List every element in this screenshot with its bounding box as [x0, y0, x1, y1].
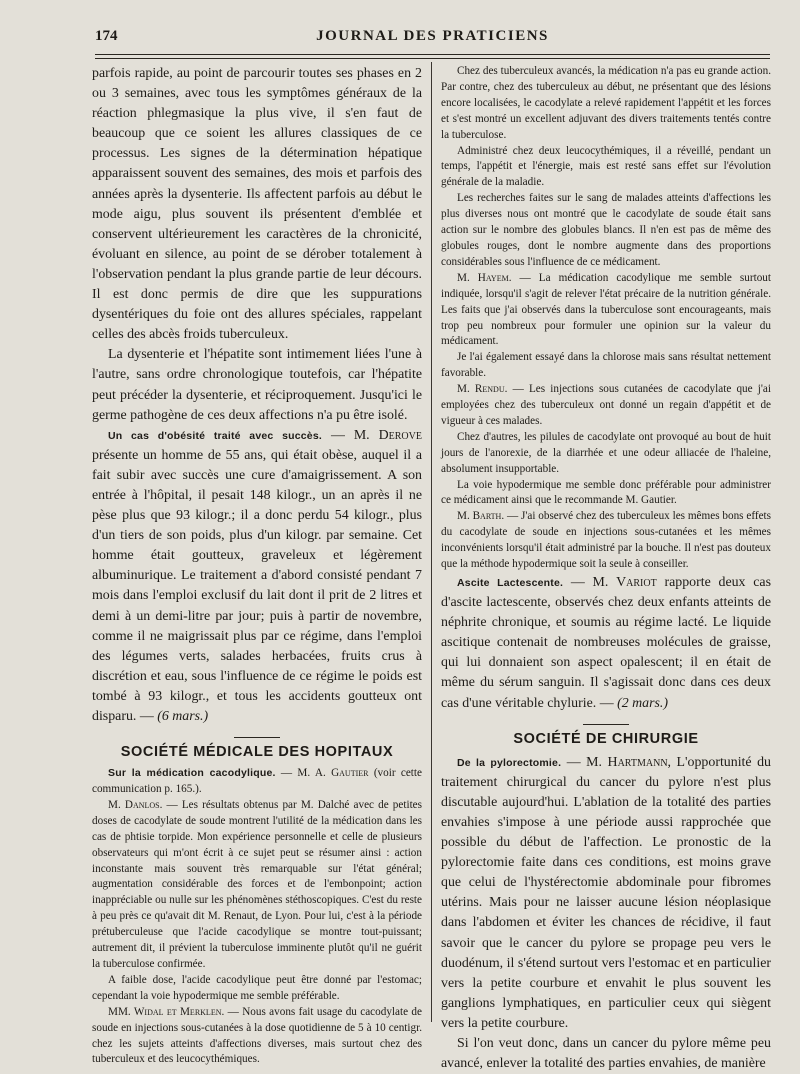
paragraph-obesity-case	[92, 426, 422, 727]
paragraph-pilules: Chez d'autres, les pilules de cacodylate ont provoqué au bout de huit jours de l'anorexie, de la diarrhée et une odeur alliacée de l'haleine, absolument insupportable.	[441, 430, 771, 475]
paragraph-dysentery-hepatitis: La dysenterie et l'hépatite sont intimement liées l'une à l'autre, sans ordre chronologique toutefois, car l'hépatite peut précéder la dysenterie, et réciproquement. Jusqu'ici le germe pathogène de ces deux affections n'a pu être isolé.	[92, 347, 422, 423]
rendu-text: — Les injections sous cutanées de cacodylate que j'ai employées chez des tuberculeux ont donné un regain d'appétit et de vigueur à ces malades.	[441, 383, 771, 427]
barth-text: — J'ai observé chez des tuberculeux les mêmes bons effets du cacodylate de soude en injections sous-cutanées et les mêmes inconvénients lorsqu'il était administré par la bouche. Il n'est pas douteux que la méthode hypodermique soit la seule à conseiller.	[441, 510, 771, 571]
danlos-text: — Les résultats obtenus par M. Dalché avec de petites doses de cacodylate de soude montrent l'utilité de la médication dans les cas de phtisie torpide. Mon expérience personnelle et celle de plusieurs observateurs qui m'ont écrit à ce sujet peut se résumer ainsi : action inconstante mais souvent très remarquable sur l'état général; augmentation considérable des forces et de l'embonpoint; action inappréciable ou nulle sur les phénomènes stéthoscopiques. C'est du reste à peu près ce qu'avait dit M. Renaut, de Lyon. Pour lui, c'est à la période prétuberculeuse que l'acide cacodylique se montre tout-puissant; autrement dit, il prévient la tuberculose imminente plutôt qu'il ne guérit la tuberculose confirmée.	[92, 798, 423, 970]
author-rendu: M. Rendu.	[457, 383, 508, 396]
rubric-ascite: Ascite Lactescente.	[457, 577, 564, 589]
author-variot: Variot	[616, 575, 657, 590]
rubric-cacodylic: Sur la médication cacodylique.	[108, 767, 276, 780]
right-column	[441, 64, 772, 1072]
ascite-text: rapporte deux cas d'ascite lactescente, observés chez deux enfants atteints de néphrite chronique, et soumis au régime lacté. Le liquide ascitique contenait de nombreuses molécules de graisse, qui lui donnaient son aspect opalescent; il en était de même du sérum sanguin. Il s'agissait donc dans ces deux cas d'une véritable chylurie. —	[441, 575, 771, 711]
paragraph-ascite	[441, 573, 771, 714]
header-rule	[95, 54, 770, 59]
author-hartmann: Hartmann	[607, 754, 668, 770]
paragraph-hepatic-signs: parfois rapide, au point de parcourir toutes ses phases en 2 ou 3 semaines, avec tous les symptômes généraux de la réaction phlegmasique la plus vive, il s'en faut de beaucoup que ce soient les allures classiques de ce processus. Les signes de la détermination hépatique apparaissent souvent des semaines, des mois et parfois des années après la dysenterie. Ils affectent parfois au début le mode aigu, plus souvent ils présentent d'emblée et conservent ultérieurement les caractères de la chronicité, évoluant en silence, au point de se dérober totalement à l'observation pendant la plus grande partie de leur décours. Il est donc permis de dire que les suppurations dysentériques du foie ont des allures spéciales, rappelant celles des abcès froids tuberculeux.	[92, 66, 422, 343]
column-divider	[431, 62, 432, 1022]
paragraph-cancer-pylore: Si l'on veut donc, dans un cancer du pylore même peu avancé, enlever la totalité des parties envahies, de manière	[441, 1035, 771, 1072]
dash: — M.	[563, 575, 617, 590]
section-separator	[234, 737, 280, 738]
date-6-mars: (6 mars.)	[157, 709, 209, 724]
section-title-societe-medicale: SOCIÉTÉ MÉDICALE DES HOPITAUX	[120, 744, 394, 761]
paragraph-tuberculeux-avances: Chez des tuberculeux avancés, la médication n'a pas eu grande action. Par contre, chez des tuberculeux au début, ne présentant que des lésions encore localisées, le cacodylate a relevé rapidement l'appétit et les forces et s'est montré un excellent adjuvant des divers traitements tentés contre la tuberculose.	[441, 65, 771, 141]
cacodylic-text: (voir cette communication p. 165.).	[92, 767, 422, 795]
paragraph-rendu	[441, 382, 771, 430]
dash: — M.	[322, 427, 379, 443]
dash: — M.	[561, 754, 608, 770]
page-header	[95, 28, 770, 54]
paragraph-danlos	[92, 798, 422, 973]
author-widal-merklen: MM. Widal et Merklen.	[108, 1005, 225, 1018]
left-column	[92, 64, 423, 1066]
author-danlos: M. Danlos.	[108, 798, 163, 811]
author-derove: Derove	[378, 427, 422, 443]
running-title: JOURNAL DES PRATICIENS	[316, 28, 549, 44]
pylorectomie-text: , L'opportunité du traitement chirurgical du cancer du pylore n'est plus discutable aujourd'hui. L'ablation de la totalité des parties envahies s'impose à une période aussi rapprochée que possible du début de l'affection. Le pronostic de la pylorectomie faite dans ces conditions, est moins grave que celui de l'hystérectomie abdominale pour fibromes utérins. Mais pour ne laisser aucune lésion néoplasique dans l'abdomen et éviter les chances de récidive, il faut savoir que le cancer du pylore se propage peu vers le duodénum, il s'étend surtout vers l'estomac et en particulier vers la petite courbure et envahit le plus souvent les ganglions lymphatiques, en particulier ceux qui siègent vers la petite courbure.	[441, 754, 772, 1031]
paragraph-cacodylic	[92, 766, 422, 798]
rubric-pylorectomie: De la pylorectomie.	[457, 756, 562, 769]
paragraph-faible-dose: A faible dose, l'acide cacodylique peut être donné par l'estomac; cependant la voie hypodermique me semble préférable.	[92, 973, 422, 1002]
page-number: 174	[95, 28, 118, 44]
paragraph-pylorectomie	[441, 753, 771, 1034]
paragraph-leucocythemiques: Administré chez deux leucocythémiques, il a réveillé, pendant un temps, l'appétit et l'énergie, mais est resté sans effet sur l'évolution générale de la maladie.	[441, 144, 771, 189]
author-hayem: M. Hayem.	[457, 271, 512, 284]
dash: — M. A.	[275, 767, 332, 780]
section-separator	[583, 724, 629, 725]
obesity-text: présente un homme de 55 ans, qui était obèse, auquel il a fait subir avec succès une cure d'amaigrissement. A son entrée à l'hôpital, il pesait 148 kilogr., un an après il ne pèse plus que 93 kilogr.; il a donc perdu 54 kilogr., plus d'un tiers de son poids, plus d'un kilogr. par semaine. Cet homme était goutteux, graveleux et légèrement albuminurique. Le traitement a d'abord consisté pendant 7 mois dans l'emploi exclusif du lait dont il prit de 2 litres et demi à un demi-litre par jour; puis à partir de novembre, comme il ne maigrissait plus par ce régime, dans l'emploi des légumes verts, salades herbacées, fruits crus à discrétion et eau, sous l'influence de ce régime le poids est tombé à 93 kilogr., et tous les accidents goutteux ont disparu. —	[92, 447, 422, 724]
author-barth: M. Barth.	[457, 510, 505, 523]
date-2-mars: (2 mars.)	[617, 695, 669, 711]
paragraph-hayem	[441, 271, 771, 351]
paragraph-widal-merklen	[92, 1005, 422, 1069]
paragraph-voie-hypodermique: La voie hypodermique me semble donc préférable pour administrer ce médicament ainsi que le recommande M. Gautier.	[441, 478, 771, 507]
paragraph-chlorose: Je l'ai également essayé dans la chlorose mais sans résultat nettement favorable.	[441, 351, 771, 380]
paragraph-barth	[441, 509, 771, 573]
section-title-societe-chirurgie: SOCIÉTÉ DE CHIRURGIE	[513, 730, 699, 747]
author-gautier: Gautier	[331, 767, 369, 780]
rubric-obesity: Un cas d'obésité traité avec succès.	[108, 429, 322, 442]
paragraph-recherches-sang: Les recherches faites sur le sang de malades atteints d'affections les plus diverses nous ont montré que le cacodylate de soude était sans action sur le nombre des globules blancs. Il n'en est pas de même des globules rouges, dont le nombre augmente dans des proportions considérables sous l'influence de ce médicament.	[441, 192, 771, 268]
widal-text: — Nous avons fait usage du cacodylate de soude en injections sous-cutanées à la dose quotidienne de 5 à 10 centigr. chez les sujets atteints d'affections diverses, mais surtout chez des tuberculeux et des leucocythémiques.	[92, 1005, 422, 1066]
hayem-text: — La médication cacodylique me semble surtout indiquée, lorsqu'il s'agit de relever l'état précaire de la nutrition générale. Les faits que j'ai observés dans la tuberculose sont encourageants, mais trop peu nombreux pour formuler une opinion sur la valeur du médicament.	[441, 271, 771, 348]
